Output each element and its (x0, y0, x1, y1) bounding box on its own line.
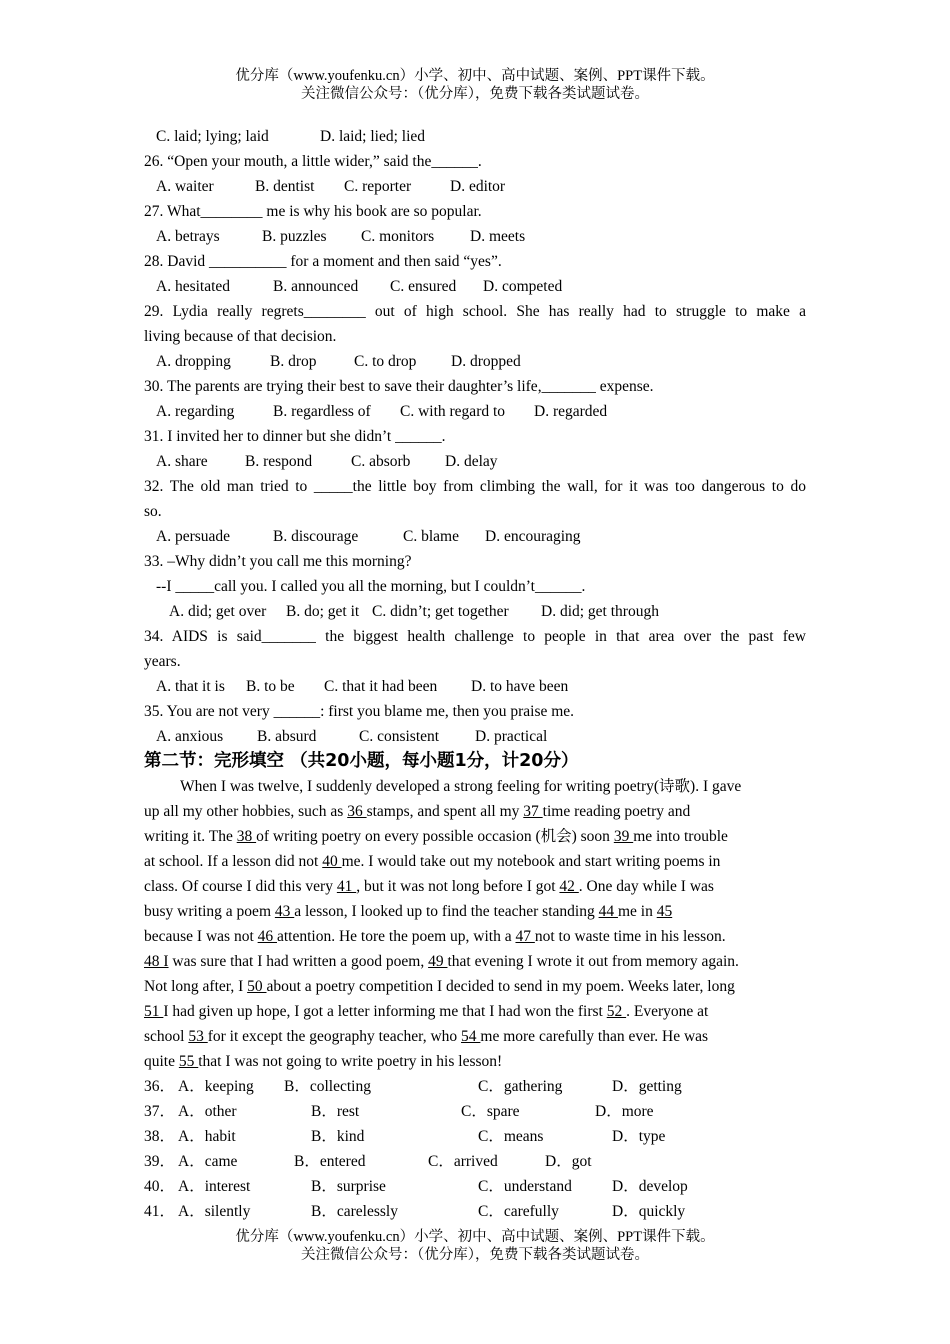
cloze-option-row (144, 1124, 806, 1149)
option-b: B. drop (270, 353, 317, 370)
q35-stem: 35. You are not very ______: first you blame me, then you praise me. (144, 703, 575, 720)
option-d: D. encouraging (485, 528, 581, 545)
blank-46: 46 (257, 928, 277, 945)
option-a: A．keeping (178, 1078, 254, 1095)
blank-54: 54 (461, 1028, 481, 1045)
option-a: A. anxious (156, 728, 224, 745)
header-line-1: 优分库（www.youfenku.cn）小学、初中、高中试题、案例、PPT课件下载。 (235, 68, 715, 84)
option-a: A. share (156, 453, 208, 470)
passage-line: up all my other hobbies, such as 36 stamps, and spent all my 37 time reading poetry and (144, 803, 691, 820)
blank-52: 52 (606, 1003, 627, 1020)
option-a: A. hesitated (156, 278, 231, 295)
option-a: A. persuade (156, 528, 231, 545)
option-b: B. dentist (255, 178, 315, 195)
blank-44: 44 (598, 903, 618, 920)
question-number: 39． (144, 1153, 176, 1170)
blank-53: 53 (188, 1028, 208, 1045)
question-number: 37． (144, 1103, 176, 1120)
option-d: D. meets (470, 228, 526, 245)
q28-stem: 28. David __________ for a moment and then said “yes”. (144, 253, 502, 270)
q31-stem: 31. I invited her to dinner but she didn’t ______. (144, 428, 446, 445)
blank-42: 42 (559, 878, 579, 895)
q35-options (144, 724, 806, 749)
passage-line: 51 I had given up hope, I got a letter informing me that I had won the first 52 . Everyone at (144, 1003, 709, 1020)
cloze-passage (144, 774, 806, 1074)
option-b: B．carelessly (311, 1203, 398, 1220)
option-c: C．carefully (478, 1203, 559, 1220)
option-b: B．surprise (311, 1178, 386, 1195)
cloze-option-row (144, 1074, 806, 1099)
option-a: A. dropping (156, 353, 231, 370)
passage-line: class. Of course I did this very 41 , but it was not long before I got 42 . One day while I was (144, 878, 714, 895)
option-c: C．spare (461, 1103, 520, 1120)
q32-stem-line-2: so. (144, 503, 162, 520)
option-c: C. consistent (359, 728, 440, 745)
blank-43: 43 (274, 903, 295, 920)
q33-stem-line-1: 33. –Why didn’t you call me this morning? (144, 553, 412, 570)
blank-49: 49 (428, 953, 448, 970)
option-d: D. did; get through (541, 603, 659, 620)
cloze-option-row (144, 1199, 806, 1224)
option-d: D．getting (612, 1078, 682, 1095)
option-c: C. that it had been (324, 678, 438, 695)
blank-45: 45 (656, 903, 673, 920)
option-b: B. do; get it (286, 603, 360, 620)
option-a: A. betrays (156, 228, 220, 245)
q34-stem-line-1: 34. AIDS is said_______ the biggest health challenge to people in that area over the past few (144, 628, 806, 645)
passage-line: busy writing a poem 43 a lesson, I looked up to find the teacher standing 44 me in 45 (144, 903, 673, 920)
question-number: 40． (144, 1178, 176, 1195)
option-d: D. laid; lied; lied (320, 128, 426, 145)
option-b: B. discourage (273, 528, 359, 545)
q29-options (144, 349, 806, 374)
option-d: D. delay (445, 453, 498, 470)
blank-40: 40 (322, 853, 342, 870)
q31-options (144, 449, 806, 474)
q26-options (144, 174, 806, 199)
option-d: D．develop (612, 1178, 688, 1195)
q33-options (144, 599, 806, 624)
blank-37: 37 (523, 803, 543, 820)
question-number: 38． (144, 1128, 176, 1145)
exam-content (144, 124, 806, 1224)
q25-options (144, 124, 806, 149)
passage-line: at school. If a lesson did not 40 me. I would take out my notebook and start writing poems in (144, 853, 721, 870)
option-c: C．means (478, 1128, 544, 1145)
option-a: A. that it is (156, 678, 225, 695)
option-a: A．habit (178, 1128, 236, 1145)
blank-36: 36 (347, 803, 367, 820)
option-c: C. with regard to (400, 403, 506, 420)
option-b: B. respond (245, 453, 313, 470)
option-a: A．interest (178, 1178, 251, 1195)
option-a: A．other (178, 1103, 237, 1120)
option-b: B. absurd (257, 728, 317, 745)
option-b: B. puzzles (262, 228, 327, 245)
q27-stem: 27. What________ me is why his book are so popular. (144, 203, 482, 220)
blank-39: 39 (613, 828, 634, 845)
passage-line: writing it. The 38 of writing poetry on every possible occasion (机会) soon 39 me into trouble (144, 828, 728, 845)
section-2-title: 第二节：完形填空 （共20小题，每小题1分，计20分） (144, 751, 579, 771)
question-number: 41． (144, 1203, 176, 1220)
passage-line: school 53 for it except the geography teacher, who 54 me more carefully than ever. He was (144, 1028, 709, 1045)
option-a: A. waiter (156, 178, 214, 195)
option-c: C. didn’t; get together (372, 603, 509, 620)
cloze-options (144, 1074, 806, 1224)
passage-line: Not long after, I 50 about a poetry competition I decided to send in my poem. Weeks later, long (144, 978, 735, 995)
footer-line-1: 优分库（www.youfenku.cn）小学、初中、高中试题、案例、PPT课件下载。 (235, 1229, 715, 1245)
blank-51: 51 (144, 1003, 164, 1020)
blank-38: 38 (236, 828, 257, 845)
option-a: A. did; get over (169, 603, 267, 620)
q29-stem-line-1: 29. Lydia really regrets________ out of high school. She has really had to struggle to make a (144, 303, 806, 320)
option-b: B．rest (311, 1103, 360, 1120)
option-d: D. regarded (534, 403, 608, 420)
option-c: C．arrived (428, 1153, 498, 1170)
option-b: B．entered (294, 1153, 366, 1170)
option-c: C. absorb (351, 453, 411, 470)
blank-55: 55 (178, 1053, 199, 1070)
passage-line: 48 I was sure that I had written a good poem, 49 that evening I wrote it out from memory again. (144, 953, 739, 970)
option-c: C. ensured (390, 278, 457, 295)
q32-stem-line-1: 32. The old man tried to _____the little boy from climbing the wall, for it was too dangerous to do (144, 478, 806, 495)
option-d: D. practical (475, 728, 548, 745)
option-c: C．gathering (478, 1078, 563, 1095)
option-d: D. dropped (451, 353, 521, 370)
option-d: D．quickly (612, 1203, 686, 1220)
option-a: A．came (178, 1153, 238, 1170)
blank-47: 47 (515, 928, 535, 945)
q27-options (144, 224, 806, 249)
option-d: D．type (612, 1128, 666, 1145)
q28-options (144, 274, 806, 299)
passage-line: because I was not 46 attention. He tore the poem up, with a 47 not to waste time in his lesson. (144, 928, 726, 945)
option-b: B．kind (311, 1128, 365, 1145)
blank-48: 48 I (144, 953, 169, 970)
option-c: C．understand (478, 1178, 572, 1195)
blank-50: 50 (247, 978, 267, 995)
q34-options (144, 674, 806, 699)
option-d: D．got (545, 1153, 592, 1170)
q29-stem-line-2: living because of that decision. (144, 328, 337, 345)
footer-line-2: 关注微信公众号：（优分库），免费下载各类试题试卷。 (301, 1247, 649, 1263)
option-a: A．silently (178, 1203, 251, 1220)
page-footer (0, 1228, 950, 1264)
q33-stem-line-2: --I _____call you. I called you all the morning, but I couldn’t______. (156, 578, 586, 595)
page-header (0, 67, 950, 103)
cloze-option-row (144, 1174, 806, 1199)
option-d: D. competed (483, 278, 563, 295)
option-b: B. to be (246, 678, 295, 695)
cloze-option-row (144, 1099, 806, 1124)
option-b: B. announced (273, 278, 359, 295)
blank-41: 41 (336, 878, 357, 895)
option-d: D．more (595, 1103, 654, 1120)
option-a: A. regarding (156, 403, 235, 420)
option-b: B. regardless of (273, 403, 371, 420)
q32-options (144, 524, 806, 549)
option-d: D. editor (450, 178, 506, 195)
q30-stem: 30. The parents are trying their best to save their daughter’s life,_______ expense. (144, 378, 654, 395)
passage-line: When I was twelve, I suddenly developed a strong feeling for writing poetry(诗歌). I gave (180, 778, 742, 795)
option-d: D. to have been (471, 678, 569, 695)
passage-line: quite 55 that I was not going to write poetry in his lesson! (144, 1053, 503, 1070)
option-c: C. monitors (361, 228, 435, 245)
q34-stem-line-2: years. (144, 653, 181, 670)
option-c: C. reporter (344, 178, 412, 195)
option-c: C. to drop (354, 353, 417, 370)
option-c: C. blame (403, 528, 459, 545)
q26-stem: 26. “Open your mouth, a little wider,” said the______. (144, 153, 482, 170)
cloze-option-row (144, 1149, 806, 1174)
q30-options (144, 399, 806, 424)
question-number: 36． (144, 1078, 176, 1095)
header-line-2: 关注微信公众号：（优分库），免费下载各类试题试卷。 (301, 86, 649, 102)
option-c: C. laid; lying; laid (156, 128, 269, 145)
option-b: B．collecting (284, 1078, 371, 1095)
